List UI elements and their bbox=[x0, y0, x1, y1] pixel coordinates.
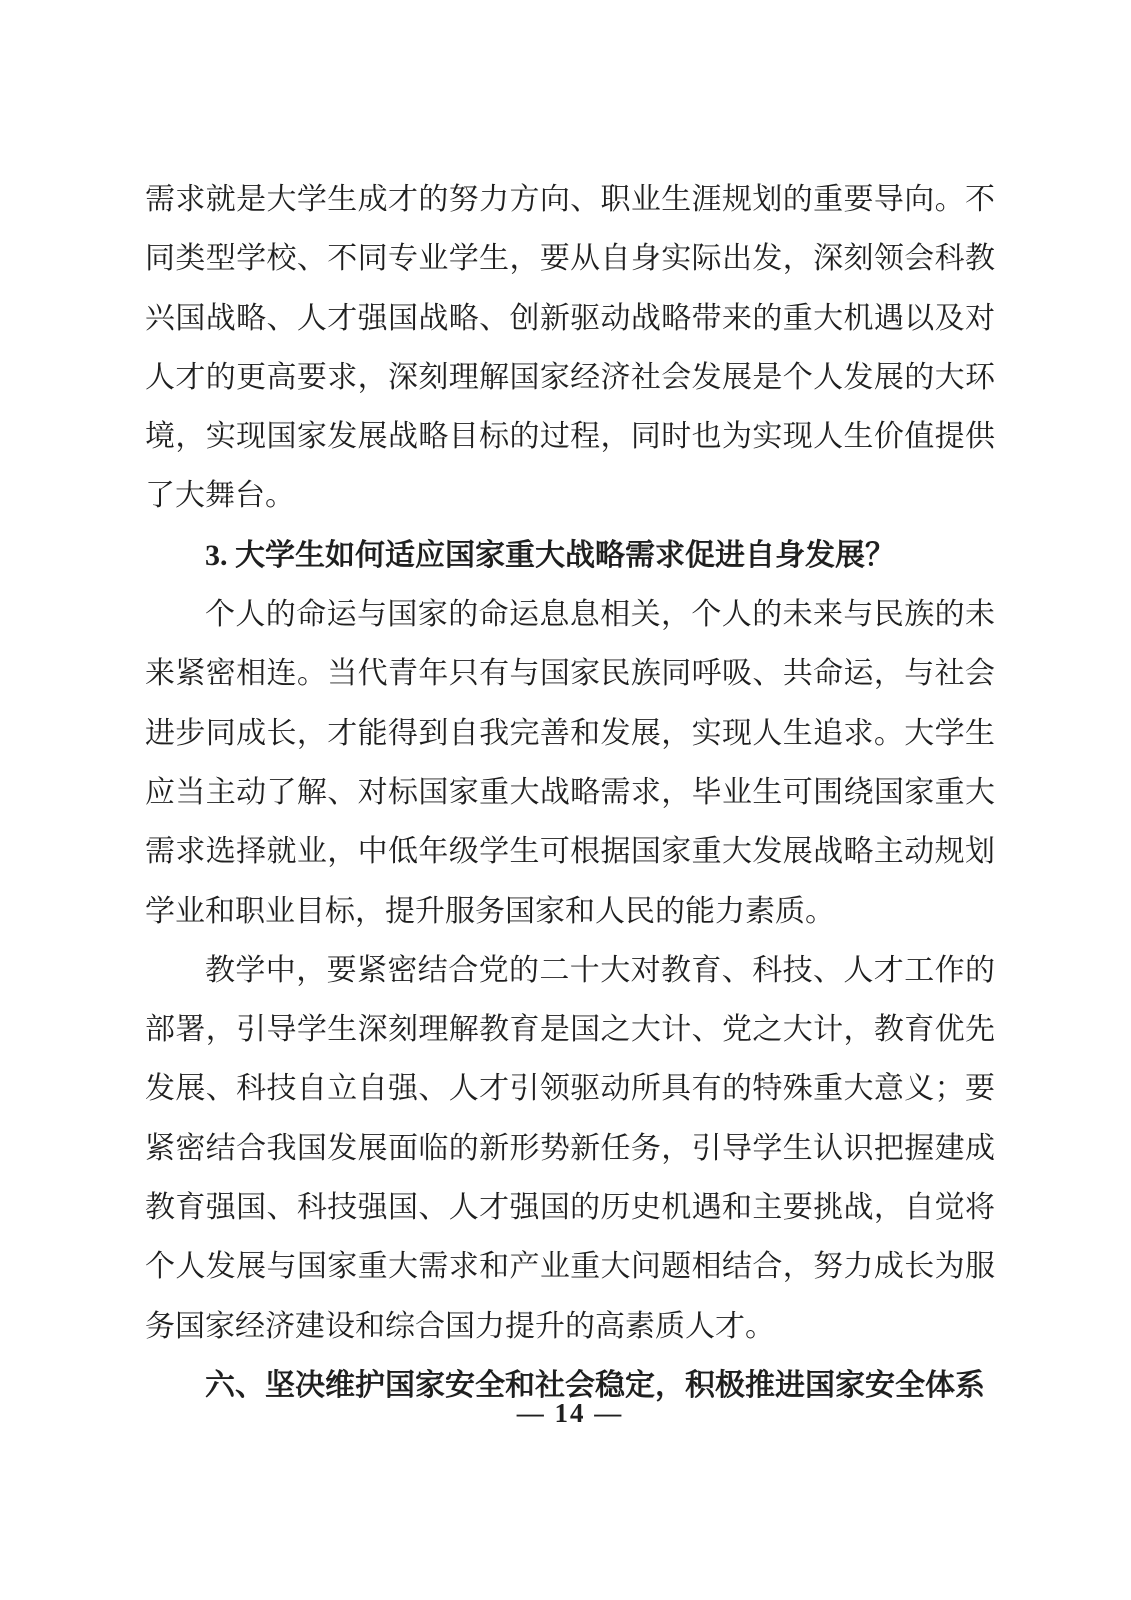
heading-sub-line: 3. 大学生如何适应国家重大战略需求促进自身发展？ bbox=[205, 538, 895, 572]
paragraph-line: 务国家经济建设和综合国力提升的高素质人才。 bbox=[145, 1309, 775, 1343]
paragraph-line: 进步同成长，才能得到自我完善和发展，实现人生追求。大学生 bbox=[145, 716, 995, 750]
paragraph-line: 需求选择就业，中低年级学生可根据国家重大发展战略主动规划 bbox=[145, 835, 995, 869]
paragraph-line: 兴国战略、人才强国战略、创新驱动战略带来的重大机遇以及对 bbox=[145, 301, 995, 335]
paragraph-line: 个人发展与国家重大需求和产业重大问题相结合，努力成长为服 bbox=[145, 1250, 995, 1284]
heading-section-line: 六、坚决维护国家安全和社会稳定，积极推进国家安全体系 bbox=[205, 1368, 985, 1402]
paragraph-line: 了大舞台。 bbox=[145, 479, 295, 513]
paragraph-line: 个人的命运与国家的命运息息相关，个人的未来与民族的未 bbox=[205, 598, 995, 632]
paragraph-line: 部署，引导学生深刻理解教育是国之大计、党之大计，教育优先 bbox=[145, 1013, 995, 1047]
paragraph-line: 发展、科技自立自强、人才引领驱动所具有的特殊重大意义；要 bbox=[145, 1072, 995, 1106]
paragraph-line: 学业和职业目标，提升服务国家和人民的能力素质。 bbox=[145, 894, 835, 928]
paragraph-line: 教育强国、科技强国、人才强国的历史机遇和主要挑战，自觉将 bbox=[145, 1191, 995, 1225]
paragraph-line: 人才的更高要求，深刻理解国家经济社会发展是个人发展的大环 bbox=[145, 360, 995, 394]
page-footer bbox=[145, 1398, 995, 1429]
paragraph-line: 同类型学校、不同专业学生，要从自身实际出发，深刻领会科教 bbox=[145, 242, 995, 276]
paragraph-line: 需求就是大学生成才的努力方向、职业生涯规划的重要导向。不 bbox=[145, 183, 995, 216]
paragraph-line: 应当主动了解、对标国家重大战略需求，毕业生可围绕国家重大 bbox=[145, 775, 995, 809]
page-number: — 14 — bbox=[516, 1398, 624, 1428]
paragraph-line: 教学中，要紧密结合党的二十大对教育、科技、人才工作的 bbox=[205, 953, 995, 987]
paragraph-line: 紧密结合我国发展面临的新形势新任务，引导学生认识把握建成 bbox=[145, 1131, 995, 1165]
document-body bbox=[145, 170, 995, 1415]
paragraph-line: 来紧密相连。当代青年只有与国家民族同呼吸、共命运，与社会 bbox=[145, 657, 995, 691]
paragraph-line: 境，实现国家发展战略目标的过程，同时也为实现人生价值提供 bbox=[145, 420, 995, 454]
